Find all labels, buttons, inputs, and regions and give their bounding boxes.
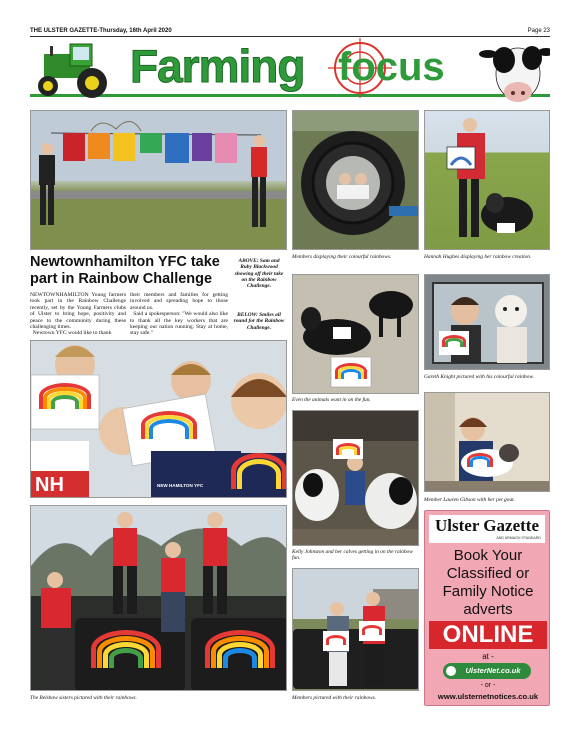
banner-word-farming: Farming <box>130 40 305 92</box>
newspaper-dateline: THE ULSTER GAZETTE-Thursday, 16th April 2020 <box>30 28 172 34</box>
ad-line-3: Family Notice <box>442 583 534 600</box>
club-sign-letters: NH <box>31 471 89 498</box>
rainbow-painting-1d <box>109 648 143 668</box>
caption-belshaw: The Belshaw sisters pictured with their rainbows. <box>30 695 137 701</box>
rainbow-drawing-1d <box>51 395 79 409</box>
photo-hannah-hughes <box>424 110 550 250</box>
caption-animals: Even the animals want in on the fun. <box>292 397 371 403</box>
rainbow-drawing-5b <box>445 338 463 347</box>
article-col2-para: their members and families for getting involved and spreading hope to those around us. <box>130 292 228 311</box>
rainbow-drawing-9 <box>362 625 382 635</box>
lauren-art <box>425 393 550 492</box>
rainbow-drawing-4c <box>341 369 361 379</box>
rainbow-painting-2d <box>223 648 257 668</box>
hannah-art <box>425 111 550 250</box>
rainbow-drawing-8 <box>326 635 346 645</box>
members-art <box>293 569 419 691</box>
article-headline <box>30 254 230 288</box>
photo-tractor-wheel <box>292 110 419 250</box>
article-col1-para: NEWTOWNHAMILTON Young farmers took part in the Rainbow Challenge recently, set by the Young Farmers clubs of Ulster to bring hope, positivity and peace to the community during these challenging times. <box>30 292 126 331</box>
ad-line-4: adverts <box>463 601 513 618</box>
headline-line-2: part in Rainbow Challenge <box>30 271 213 287</box>
cow-icon <box>479 46 550 102</box>
caption-gareth: Gareth Knight pictured with his colourful rainbow. <box>424 374 534 380</box>
caption-members-colourful: Members displaying their colourful rainbows. <box>292 254 392 260</box>
caption-hannah: Hannah Hughes displaying her rainbow creation. <box>424 254 532 260</box>
photo-lauren-gibson-goat <box>424 392 550 492</box>
header-rule <box>30 36 550 37</box>
ad-sub-masthead: AND ARMAGH STANDARD <box>496 536 541 540</box>
headline-line-1: Newtownhamilton YFC take <box>30 254 220 270</box>
ulsternet-globe-icon <box>446 666 456 676</box>
tractor-wheel-art <box>293 111 419 250</box>
photo-animals <box>292 274 419 394</box>
ad-at: at - <box>482 652 494 661</box>
classified-advert <box>424 510 550 706</box>
clothesline-art <box>31 111 287 250</box>
photo-clothesline-rainbow <box>30 110 287 250</box>
photo-members-pictured <box>292 568 419 691</box>
gareth-art <box>425 275 550 370</box>
article-column-1 <box>30 292 126 337</box>
article-col1-para-2: Newtown YFC would like to thank <box>32 330 112 337</box>
tractor-icon <box>38 44 107 98</box>
caption-members-pictured: Members pictured with their rainbows. <box>292 695 377 701</box>
ad-masthead: Ulster Gazette <box>435 516 539 535</box>
photo-kelly-johnston-calves <box>292 410 419 546</box>
yfc-shirt-text: NEW HAMILTON YFC <box>157 483 204 488</box>
rainbow-drawing-7b <box>470 456 490 467</box>
ad-or: - or - <box>480 682 496 689</box>
caption-below: BELOW: Smiles all round for the Rainbow Challenge. <box>233 312 285 331</box>
article-col2-para-2: Said a spokesperson: "We would also like to thank all the key workers that are keeping our nation running. Stay at home, stay safe." <box>130 311 229 337</box>
ad-line-2: Classified or <box>446 565 530 582</box>
banner-word-focus: focus <box>338 45 445 89</box>
photo-smiles-rainbow <box>30 340 287 498</box>
photo-belshaw-sisters <box>30 505 287 691</box>
ulsternet-logo-text: UlsterNet.co.uk <box>465 666 521 675</box>
article-column-2 <box>130 292 228 337</box>
caption-kelly: Kelly Johnston and her calves getting in on the rainbow fun. <box>292 549 413 562</box>
rainbow-drawing-3b <box>237 459 281 489</box>
rainbow-drawing-2c <box>149 419 189 439</box>
caption-above: ABOVE: Sam and Ruby Blackwood showing off their take on the Rainbow Challenge. <box>234 258 284 290</box>
rainbow-drawing-6b <box>339 446 357 455</box>
farming-focus-banner <box>30 38 550 104</box>
ad-url: www.ulsternetnotices.co.uk <box>437 692 539 701</box>
photo-gareth-knight <box>424 274 550 370</box>
page-number: Page 23 <box>527 28 550 34</box>
ad-online-banner: ONLINE <box>429 621 547 649</box>
kelly-art <box>293 411 419 546</box>
ad-line-1: Book Your <box>453 547 523 564</box>
caption-lauren: Member Lauren Gibson with her pet goat. <box>424 497 515 503</box>
